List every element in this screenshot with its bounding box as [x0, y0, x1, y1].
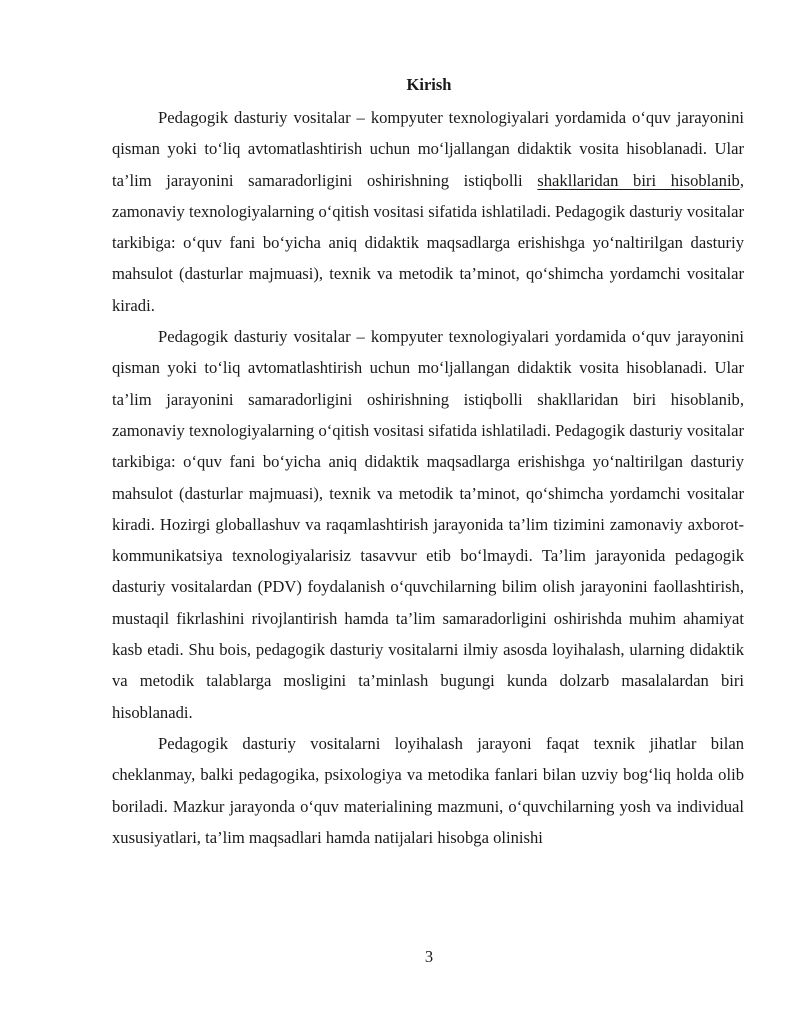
- paragraph-1-text-start: Pedagogik dasturiy vositalar – kompyuter texnologiyalari yordamida o‘quv jarayonini qisman yoki to‘liq avtomatlashtirish uchun mo‘ljallangan didaktik vosita hisoblanadi. Ular ta’lim jarayonini samaradorligini oshirishning istiqbolli: [112, 108, 744, 190]
- page-number: 3: [424, 947, 434, 966]
- paragraph-1: [112, 102, 744, 321]
- section-heading: Kirish: [406, 75, 452, 94]
- paragraph-2: Pedagogik dasturiy vositalar – kompyuter texnologiyalari yordamida o‘quv jarayonini qisman yoki to‘liq avtomatlashtirish uchun mo‘ljallangan didaktik vosita hisoblanadi. Ular ta’lim jarayonini samaradorligini oshirishning istiqbolli shakllaridan biri hisoblanib, zamonaviy texnologiyalarning o‘qitish vositasi sifatida ishlatiladi. Pedagogik dasturiy vositalar tarkibiga: o‘quv fani bo‘yicha aniq didaktik maqsadlarga erishishga yo‘naltirilgan dasturiy mahsulot (dasturlar majmuasi), texnik va metodik ta’minot, qo‘shimcha yordamchi vositalar kiradi. Hozirgi globallashuv va raqamlashtirish jarayonida ta’lim tizimini zamonaviy axborot-kommunikatsiya texnologiyalarisiz tasavvur etib bo‘lmaydi. Ta’lim jarayonida pedagogik dasturiy vositalardan (PDV) foydalanish o‘quvchilarning bilim olish jarayonini faollashtirish, mustaqil fikrlashini rivojlantirish hamda ta’lim samaradorligini oshirishda muhim ahamiyat kasb etadi. Shu bois, pedagogik dasturiy vositalarni ilmiy asosda loyihalash, ularning didaktik va metodik talablarga mosligini ta’minlash bugungi kunda dolzarb masalalardan biri hisoblanadi.: [112, 327, 744, 722]
- paragraph-1-text-end: , zamonaviy texnologiyalarning o‘qitish vositasi sifatida ishlatiladi. Pedagogik dasturiy vositalar tarkibiga: o‘quv fani bo‘yicha aniq didaktik maqsadlarga erishishga yo‘naltirilgan dasturiy mahsulot (dasturlar majmuasi), texnik va metodik ta’minot, qo‘shimcha yordamchi vositalar kiradi.: [112, 170, 745, 315]
- underlined-phrase: shakllaridan biri hisoblanib: [537, 170, 740, 190]
- paragraph-3: Pedagogik dasturiy vositalarni loyihalash jarayoni faqat texnik jihatlar bilan cheklanmay, balki pedagogika, psixologiya va metodika fanlari bilan uzviy bog‘liq holda olib boriladi. Mazkur jarayonda o‘quv materialining mazmuni, o‘quvchilarning yosh va individual xususiyatlari, ta’lim maqsadlari hamda natijalari hisobga olinishi: [112, 733, 744, 847]
- body-text: [112, 102, 744, 853]
